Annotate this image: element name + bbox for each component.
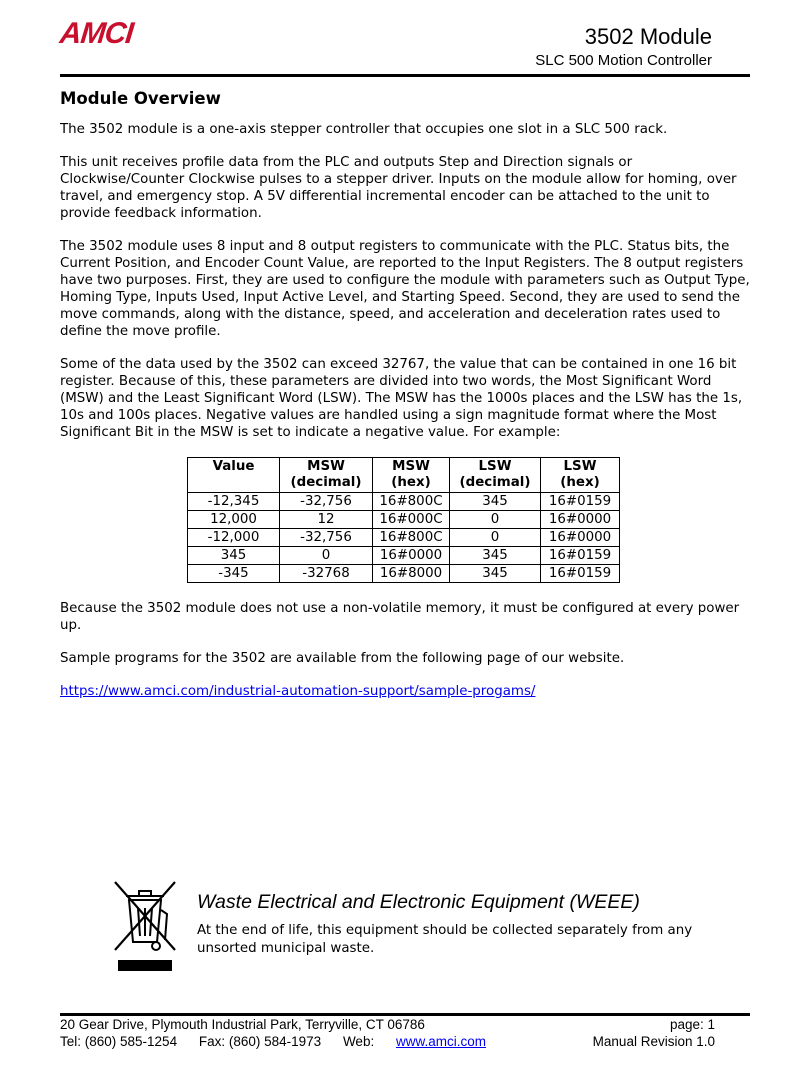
paragraph: This unit receives profile data from the PLC and outputs Step and Direction signals or Clockwise/Counter Clockwise pulses to a stepper driver. Inputs on the module allow for homing, over travel, and emergency stop. A 5V differential incremental encoder can be attached to the unit to provide feedback information. xyxy=(60,155,737,221)
table-cell: 16#0000 xyxy=(541,511,620,529)
table-row xyxy=(188,547,620,565)
document-subtitle: SLC 500 Motion Controller xyxy=(535,52,712,69)
logo-text: AMCI xyxy=(58,17,135,50)
table-cell: 16#0159 xyxy=(541,547,620,565)
table-row xyxy=(188,511,620,529)
footer-address: 20 Gear Drive, Plymouth Industrial Park, Terryville, CT 06786 xyxy=(60,1017,425,1032)
footer-line-2 xyxy=(60,1033,715,1050)
paragraph: Some of the data used by the 3502 can exceed 32767, the value that can be contained in one 16 bit register. Because of this, these parameters are divided into two words, the Most Significant Word (MSW) and the Least Significant Word (LSW). The MSW has the 1000s places and the LSW has the 1s, 10s and 100s places. Negative values are handled using a sign magnitude format where the Most Significant Bit in the MSW is set to indicate a negative value. For example: xyxy=(60,357,743,440)
column-header: LSW (decimal) xyxy=(450,458,541,493)
table-row xyxy=(188,493,620,511)
footer-web-label: Web: xyxy=(342,1034,375,1049)
table-cell: 345 xyxy=(188,547,280,565)
column-header: Value xyxy=(188,458,280,493)
paragraph: The 3502 module is a one-axis stepper controller that occupies one slot in a SLC 500 rack. xyxy=(60,122,668,137)
paragraph: Because the 3502 module does not use a non-volatile memory, it must be configured at every power up. xyxy=(60,601,740,633)
main-content xyxy=(60,88,750,700)
table-cell: 0 xyxy=(450,511,541,529)
table-cell: 16#8000 xyxy=(373,565,450,583)
column-header: MSW (hex) xyxy=(373,458,450,493)
footer-line-1 xyxy=(60,1016,715,1033)
table-cell: -32,756 xyxy=(280,493,373,511)
table-row xyxy=(188,529,620,547)
table-row xyxy=(188,565,620,583)
table-cell: 16#800C xyxy=(373,529,450,547)
table-cell: 12,000 xyxy=(188,511,280,529)
column-header: LSW (hex) xyxy=(541,458,620,493)
crossed-out-wheelie-bin-icon xyxy=(112,880,178,974)
paragraph: The 3502 module uses 8 input and 8 output registers to communicate with the PLC. Status bits, the Current Position, and Encoder Count Value, are reported to the Input Registers. The 8 output registers have two purposes. First, they are used to configure the module with parameters such as Output Type, Homing Type, Inputs Used, Input Active Level, and Starting Speed. Second, they are used to send the move commands, along with the distance, speed, and acceleration and deceleration rates used to define the move profile. xyxy=(60,239,750,339)
table-cell: -345 xyxy=(188,565,280,583)
table-cell: 16#000C xyxy=(373,511,450,529)
table-cell: 0 xyxy=(450,529,541,547)
table-cell: 345 xyxy=(450,565,541,583)
amci-logo xyxy=(60,18,133,50)
column-header: MSW (decimal) xyxy=(280,458,373,493)
section-heading: Module Overview xyxy=(60,89,221,108)
table-cell: -32768 xyxy=(280,565,373,583)
footer-web xyxy=(343,1034,486,1049)
table-header-row xyxy=(188,458,620,493)
table-cell: 345 xyxy=(450,547,541,565)
footer-web-link[interactable]: www.amci.com xyxy=(395,1034,486,1049)
table-cell: -32,756 xyxy=(280,529,373,547)
table-cell: 16#0159 xyxy=(541,493,620,511)
table-cell: 16#800C xyxy=(373,493,450,511)
table-cell: 345 xyxy=(450,493,541,511)
paragraph: Sample programs for the 3502 are available from the following page of our website. xyxy=(60,651,625,666)
table-cell: -12,000 xyxy=(188,529,280,547)
document-title: 3502 Module xyxy=(584,24,712,49)
header-divider xyxy=(60,74,750,77)
manual-revision: Manual Revision 1.0 xyxy=(592,1034,715,1049)
footer-fax: Fax: (860) 584-1973 xyxy=(198,1034,322,1049)
weee-title: Waste Electrical and Electronic Equipment (WEEE) xyxy=(197,891,640,913)
table-cell: 12 xyxy=(280,511,373,529)
table-cell: 16#0000 xyxy=(373,547,450,565)
table-cell: -12,345 xyxy=(188,493,280,511)
weee-text: At the end of life, this equipment should be collected separately from any unsorted municipal waste. xyxy=(197,923,693,956)
page-number: page: 1 xyxy=(669,1017,715,1032)
msw-lsw-example-table xyxy=(187,457,620,583)
sample-programs-link[interactable]: https://www.amci.com/industrial-automation-support/sample-progams/ xyxy=(60,684,536,699)
table-cell: 16#0159 xyxy=(541,565,620,583)
footer-tel: Tel: (860) 585-1254 xyxy=(60,1034,178,1049)
table-cell: 16#0000 xyxy=(541,529,620,547)
table-cell: 0 xyxy=(280,547,373,565)
